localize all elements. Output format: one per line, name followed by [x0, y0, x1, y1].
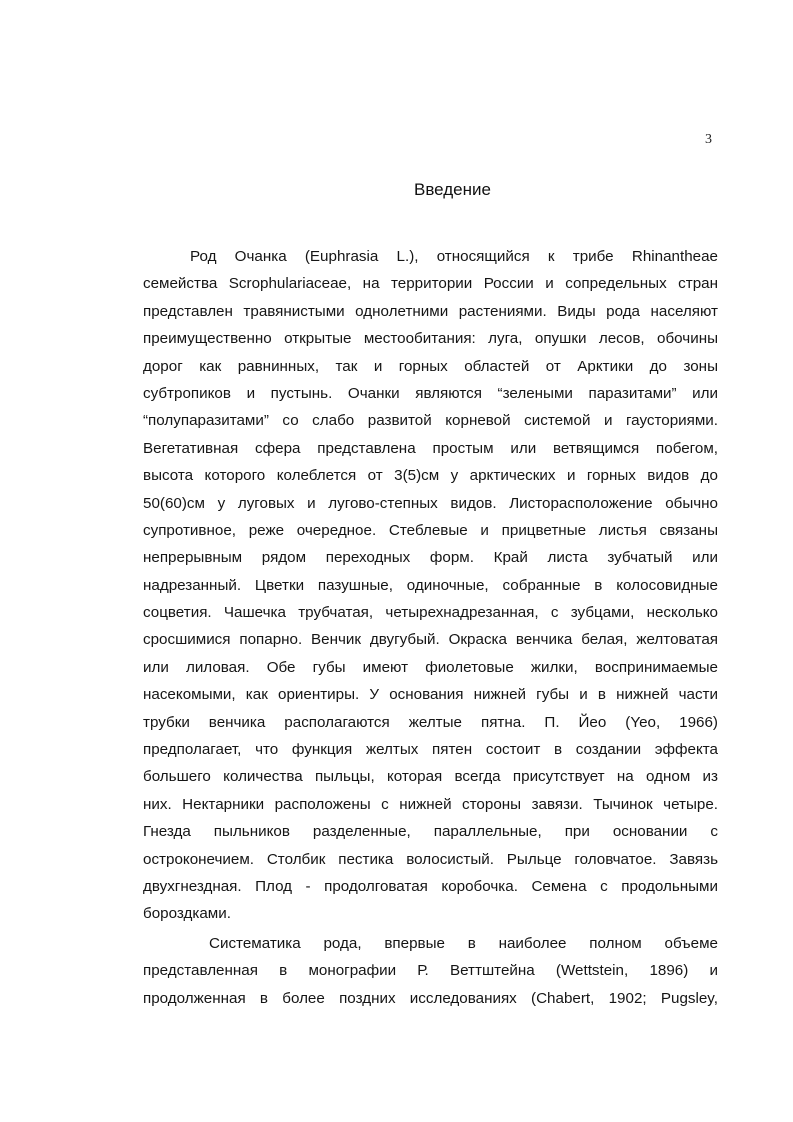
text-line: трубки венчика располагаются желтые пятна. П. Йео (Yeo, 1966) [143, 713, 718, 731]
text-line: семейства Scrophulariaceae, на территории России и сопредельных стран [143, 275, 718, 293]
text-line: насекомыми, как ориентиры. У основания нижней губы и в нижней части [143, 686, 718, 704]
text-line: Гнезда пыльников разделенные, параллельные, при основании с [143, 823, 718, 841]
text-line: представленная в монографии Р. Веттштейна (Wettstein, 1896) и [143, 962, 718, 980]
section-title: Введение [414, 180, 491, 199]
text-line: непрерывным рядом переходных форм. Край листа зубчатый или [143, 549, 718, 567]
text-line: супротивное, реже очередное. Стеблевые и прицветные листья связаны [143, 521, 718, 539]
page-number: 3 [705, 132, 712, 147]
text-line: двухгнездная. Плод - продолговатая коробочка. Семена с продольными [143, 877, 718, 895]
text-line: соцветия. Чашечка трубчатая, четырехнадрезанная, с зубцами, несколько [143, 604, 718, 622]
text-line: Род Очанка (Euphrasia L.), относящийся к трибе Rhinantheae [190, 248, 718, 265]
text-line: них. Нектарники расположены с нижней стороны завязи. Тычинок четыре. [143, 795, 718, 813]
body-text [143, 243, 718, 1012]
text-line: предполагает, что функция желтых пятен состоит в создании эффекта [143, 741, 718, 759]
text-line: представлен травянистыми однолетними растениями. Виды рода населяют [143, 302, 718, 320]
text-line: субтропиков и пустынь. Очанки являются “зелеными паразитами” или [143, 384, 718, 402]
text-line: дорог как равнинных, так и горных областей от Арктики до зоны [143, 357, 718, 375]
paragraph-2 [143, 930, 718, 1012]
text-line: Вегетативная сфера представлена простым или ветвящимся побегом, [143, 439, 718, 457]
text-line: “полупаразитами” со слабо развитой корневой системой и гаусториями. [143, 412, 718, 430]
text-line: сросшимися попарно. Венчик двугубый. Окраска венчика белая, желтоватая [143, 631, 718, 649]
text-line: надрезанный. Цветки пазушные, одиночные, собранные в колосовидные [143, 576, 718, 594]
text-line: бороздками. [143, 905, 231, 923]
text-line: Систематика рода, впервые в наиболее полном объеме [209, 934, 718, 952]
text-line: или лиловая. Обе губы имеют фиолетовые жилки, воспринимаемые [143, 658, 718, 676]
text-line: высота которого колеблется от 3(5)см у арктических и горных видов до [143, 467, 718, 485]
paragraph-1 [143, 243, 718, 928]
text-line: большего количества пыльцы, которая всегда присутствует на одном из [143, 768, 718, 786]
text-line: продолженная в более поздних исследованиях (Chabert, 1902; Pugsley, [143, 989, 718, 1007]
text-line: остроконечием. Столбик пестика волосистый. Рыльце головчатое. Завязь [143, 850, 718, 868]
text-line: преимущественно открытые местообитания: луга, опушки лесов, обочины [143, 330, 718, 348]
text-line: 50(60)см у луговых и лугово-степных видов. Листорасположение обычно [143, 494, 718, 512]
